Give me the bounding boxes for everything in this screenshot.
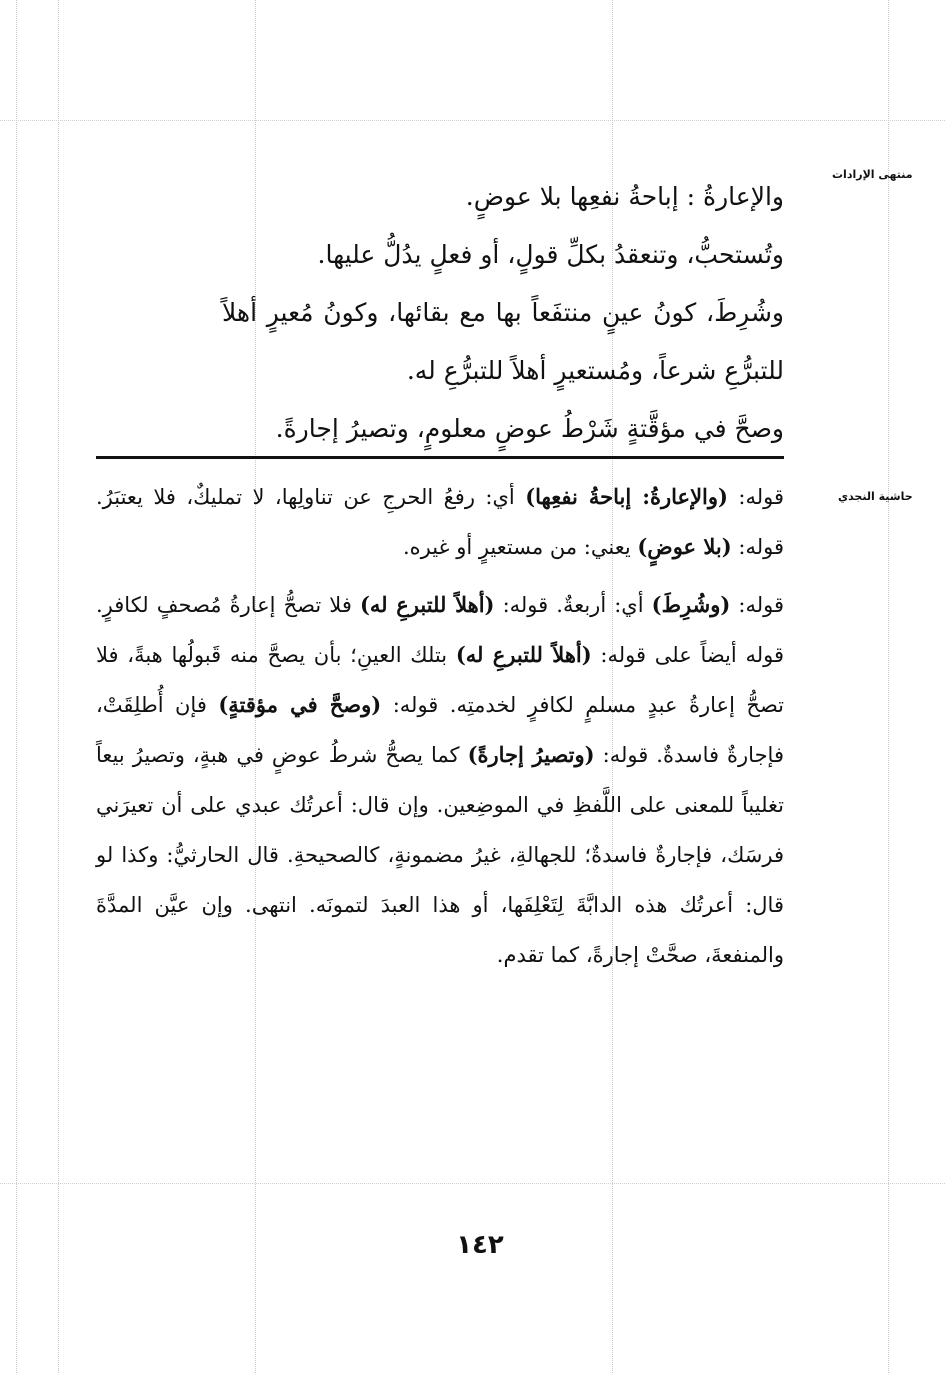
commentary-block xyxy=(96,472,784,980)
quoted-phrase: (وشُرِطَ) xyxy=(651,592,731,617)
scan-guide-line xyxy=(16,0,17,1373)
quoted-phrase: (بلا عوضٍ) xyxy=(637,534,732,559)
section-divider xyxy=(96,456,784,459)
page-number: ١٤٢ xyxy=(456,1230,504,1260)
commentary-text: يعني: من مستعيرٍ أو غيره. xyxy=(402,535,638,559)
scan-guide-line xyxy=(0,120,945,121)
commentary-text: قوله: xyxy=(727,485,785,509)
quoted-phrase: (أهلاً للتبرعِ له) xyxy=(455,642,592,667)
main-paragraph: والإعارةُ : إباحةُ نفعِها بلا عوضٍ. xyxy=(465,182,784,211)
quoted-phrase: (والإعارةُ: إباحةُ نفعِها) xyxy=(525,484,728,509)
commentary-text: أي: رفعُ الحرجِ عن تناولِها، لا تمليكٌ، فلا يعتبَرُ. قوله: xyxy=(96,485,784,559)
commentary-text: كما يصحُّ شرطُ عوضٍ في هبةٍ، وتصيرُ بيعاً تغليباً للمعنى على اللَّفظِ في الموضِعين. وإن قال: أعرتُك عبدي على أن تعيرَني فرسَك، فإجارةٌ فاسدةٌ؛ للجهالةِ، غيرُ مضمونةٍ، كالصحيحةِ. قال الحارثيُّ: وكذا لو قال: أعرتُك هذه الدابَّةَ لِتَعْلِفَها، أو هذا العبدَ لتمونَه. انتهى. وإن عيَّن المدَّةَ والمنفعةَ، صحَّتْ إجارةً، كما تقدم. xyxy=(96,743,784,967)
main-paragraph: وشُرِطَ، كونُ عينٍ منتفَعاً بها مع بقائها، وكونُ مُعيرٍ أهلاً للتبرُّعِ شرعاً، ومُستعيرٍ أهلاً للتبرُّعِ له. xyxy=(222,298,784,385)
commentary-paragraph xyxy=(96,580,784,980)
main-paragraph: وتُستحبُّ، وتنعقدُ بكلِّ قولٍ، أو فعلٍ يدُلُّ عليها. xyxy=(317,240,784,269)
commentary-text: بتلك العينِ؛ بأن يصحَّ منه قَبولُها هبةً، فلا تصحُّ إعارةُ عبدٍ مسلمٍ لكافرٍ لخدمتِه. قوله: xyxy=(96,643,785,717)
quoted-phrase: (وصحَّ في مؤقتةٍ) xyxy=(218,692,382,717)
commentary-text: فلا تصحُّ إعارةُ مُصحفٍ لكافرٍ. قوله أيضاً على قوله: xyxy=(96,593,785,667)
main-text-block xyxy=(222,168,784,458)
scan-guide-line xyxy=(58,0,59,1373)
commentary-paragraph xyxy=(96,472,784,572)
commentary-text: قوله: xyxy=(730,593,784,617)
commentary-text: أي: أربعةٌ. قوله: xyxy=(494,593,652,617)
quoted-phrase: (وتصيرُ إجارةً) xyxy=(467,742,595,767)
scan-guide-line xyxy=(0,1183,945,1184)
main-paragraph: وصحَّ في مؤقَّتةٍ شَرْطُ عوضٍ معلومٍ، وتصيرُ إجارةً. xyxy=(275,414,784,443)
quoted-phrase: (أهلاً للتبرعِ له) xyxy=(359,592,495,617)
commentary-text: فإن أُطلِقَتْ، فإجارةٌ فاسدةٌ. قوله: xyxy=(96,693,784,767)
scan-guide-line xyxy=(888,0,889,1373)
commentary-title-margin-label: حاشية النجدي xyxy=(838,490,913,503)
book-title-margin-label: منتهى الإرادات xyxy=(832,168,913,181)
